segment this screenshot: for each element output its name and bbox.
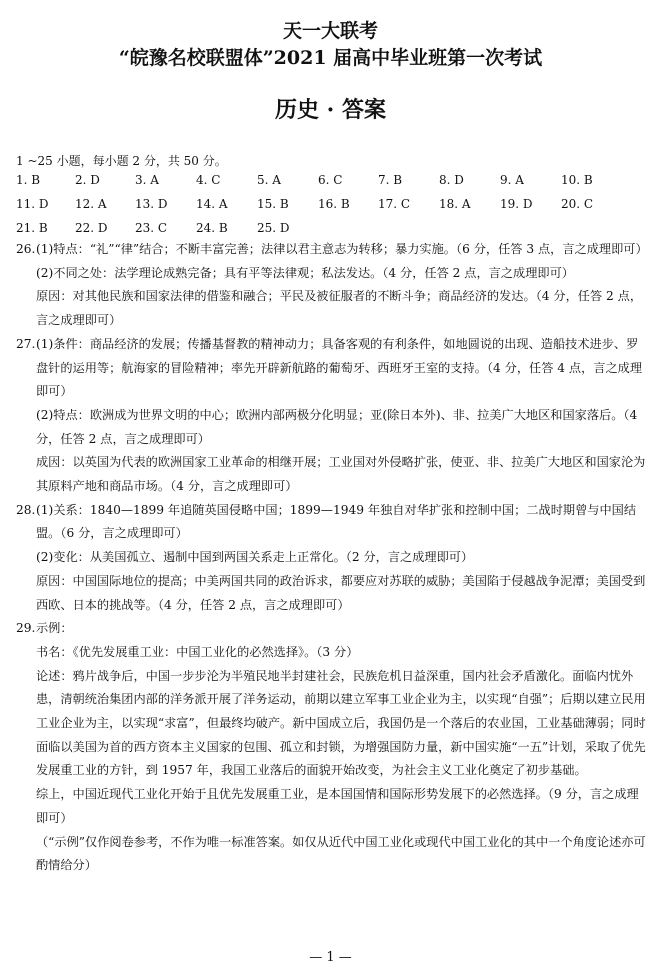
choice-row bbox=[16, 170, 636, 194]
answer-paragraph: (2)不同之处：法学理论成熟完备；具有平等法律观；私法发达。（4 分，任答 2 点，言之成理即可） bbox=[36, 265, 574, 280]
exam-org-title: 天一大联考 bbox=[282, 20, 378, 42]
choice-answer: 8. D bbox=[439, 173, 464, 187]
choice-answer: 22. D bbox=[75, 221, 108, 235]
choice-answer: 5. A bbox=[257, 173, 281, 187]
choice-answer: 18. A bbox=[439, 197, 471, 211]
answer-paragraph: 原因：中国国际地位的提高；中美两国共同的政治诉求，都要应对苏联的威胁；美国陷于侵越战争泥潭；美国受到西欧、日本的挑战等。（4 分，任答 2 点，言之成理即可） bbox=[36, 573, 646, 612]
exam-title: “皖豫名校联盟体”2021 届高中毕业班第一次考试 bbox=[118, 47, 543, 69]
choice-answer: 16. B bbox=[318, 197, 350, 211]
answer-paragraph: 成因：以英国为代表的欧洲国家工业革命的相继开展；工业国对外侵略扩张，使亚、非、拉美广大地区和国家沦为其原料产地和商品市场。（4 分，言之成理即可） bbox=[36, 455, 646, 494]
choice-answer: 2. D bbox=[75, 173, 100, 187]
answer-paragraph: 综上，中国近现代工业化开始于且优先发展重工业，是本国国情和国际形势发展下的必然选择。（9 分，言之成理即可） bbox=[36, 787, 639, 825]
page-number: — 1 — bbox=[309, 950, 352, 965]
question-26 bbox=[16, 238, 649, 333]
question-number: 27. bbox=[16, 336, 36, 351]
answer-paragraph: 原因：对其他民族和国家法律的借鉴和融合；平民及被征服者的不断斗争；商品经济的发达。（4 分，任答 2 点，言之成理即可） bbox=[36, 289, 643, 328]
answer-paragraph: （“示例”仅作阅卷参考，不作为唯一标准答案。如仅从近代中国工业化或现代中国工业化的其中一个角度论述亦可酌情给分） bbox=[36, 834, 646, 873]
answer-paragraph: (2)变化：从美国孤立、遏制中国到两国关系走上正常化。（2 分，言之成理即可） bbox=[36, 550, 474, 565]
question-number: 28. bbox=[16, 502, 36, 517]
choice-row bbox=[16, 194, 636, 218]
choice-answer: 6. C bbox=[318, 173, 343, 187]
answer-paragraph: 示例： bbox=[36, 621, 73, 636]
question-29 bbox=[16, 617, 649, 878]
choice-answer: 17. C bbox=[378, 197, 411, 211]
choice-answer: 12. A bbox=[75, 197, 107, 211]
choice-answer: 14. A bbox=[196, 197, 228, 211]
choice-answer: 25. D bbox=[257, 221, 290, 235]
answer-paragraph: 论述：鸦片战争后，中国一步步沦为半殖民地半封建社会，民族危机日益深重，国内社会矛盾激化。面临内忧外患，清朝统治集团内部的洋务派开展了洋务运动，前期以建立军事工业企业为主，以实现“自强”；后期以建立民用工业企业为主，以实现“求富”，但最终均破产。新中国成立后，我国仍是一个落后的农业国，工业基础薄弱；同时面临以美国为首的西方资本主义国家的包围、孤立和封锁，为增强国防力量，新中国实施“一五”计划，采取了优先发展重工业的方针，到 1957 年，我国工业落后的面貌开始改变，为社会主义工业化奠定了初步基础。 bbox=[36, 668, 646, 778]
question-number: 29. bbox=[16, 621, 36, 636]
choice-answer-grid bbox=[16, 170, 636, 242]
answer-paragraph: (1)条件：商品经济的发展；传播基督教的精神动力；具备客观的有利条件，如地圆说的出现、造船技术进步、罗盘针的运用等；航海家的冒险精神；率先开辟新航路的葡萄牙、西班牙王室的支持。（4 分，任答 4 点，言之成理即可） bbox=[36, 336, 643, 399]
answer-paragraph: (1)特点：“礼”“律”结合；不断丰富完善；法律以君主意志为转移；暴力实施。（6 分，任答 3 点，言之成理即可） bbox=[36, 242, 648, 256]
choice-answer: 24. B bbox=[196, 221, 228, 235]
answer-paragraph: (1)关系：1840—1899 年追随英国侵略中国；1899—1949 年独自对华扩张和控制中国；二战时期曾与中国结盟。（6 分，言之成理即可） bbox=[36, 502, 637, 541]
question-28 bbox=[16, 499, 649, 618]
choice-answer: 13. D bbox=[135, 197, 168, 211]
choice-answer: 1. B bbox=[16, 173, 41, 187]
choice-answer: 11. D bbox=[16, 197, 49, 211]
choice-answer: 15. B bbox=[257, 197, 289, 211]
choice-answer: 3. A bbox=[135, 173, 159, 187]
essay-answers bbox=[16, 238, 649, 878]
answer-paragraph: 书名：《优先发展重工业：中国工业化的必然选择》。（3 分） bbox=[36, 644, 359, 659]
choice-answer: 10. B bbox=[561, 173, 593, 187]
choice-answer: 19. D bbox=[500, 197, 533, 211]
question-number: 26. bbox=[16, 242, 36, 256]
choice-intro: 1 ~25 小题，每小题 2 分，共 50 分。 bbox=[16, 154, 227, 168]
answer-paragraph: (2)特点：欧洲成为世界文明的中心；欧洲内部两极分化明显；亚(除日本外)、非、拉美广大地区和国家落后。（4 分，任答 2 点，言之成理即可） bbox=[36, 407, 638, 446]
choice-answer: 20. C bbox=[561, 197, 594, 211]
choice-answer: 7. B bbox=[378, 173, 403, 187]
choice-answer: 21. B bbox=[16, 221, 48, 235]
subject-title: 历史 · 答案 bbox=[275, 97, 386, 123]
choice-answer: 23. C bbox=[135, 221, 168, 235]
choice-answer: 9. A bbox=[500, 173, 524, 187]
question-27 bbox=[16, 333, 649, 499]
choice-answer: 4. C bbox=[196, 173, 221, 187]
